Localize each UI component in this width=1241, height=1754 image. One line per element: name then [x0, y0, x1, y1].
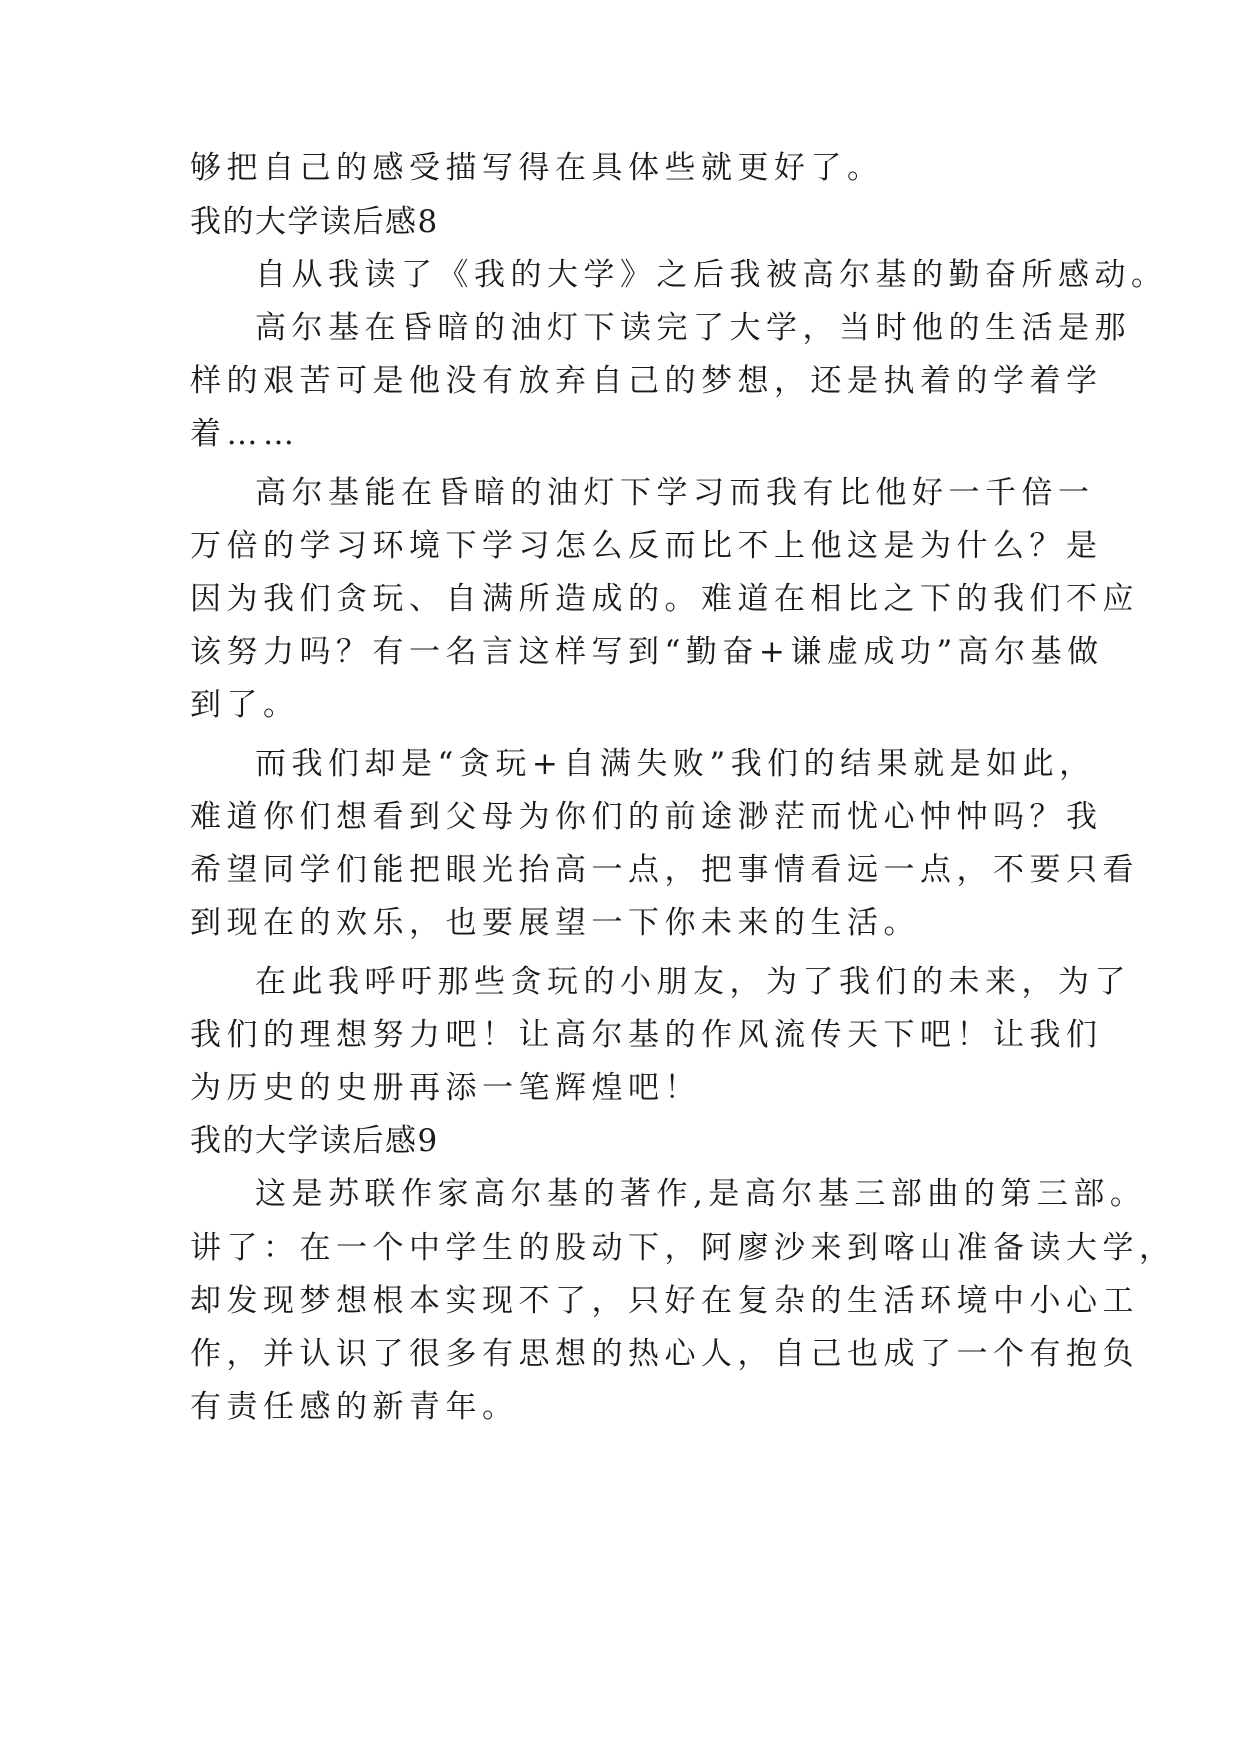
- paragraph-line: 这是苏联作家高尔基的著作,是高尔基三部曲的第三部。: [255, 1176, 1147, 1212]
- paragraph-line: 到了。: [190, 687, 300, 723]
- paragraph-line: 难道你们想看到父母为你们的前途渺茫而忧心忡忡吗？我: [190, 799, 1103, 835]
- paragraph-line: 万倍的学习环境下学习怎么反而比不上他这是为什么？是: [190, 528, 1103, 564]
- paragraph-line: 样的艰苦可是他没有放弃自己的梦想，还是执着的学着学: [190, 363, 1103, 399]
- paragraph-line: 够把自己的感受描写得在具体些就更好了。: [190, 150, 884, 186]
- paragraph-line: 高尔基在昏暗的油灯下读完了大学，当时他的生活是那: [255, 310, 1131, 346]
- paragraph-line: 讲了：在一个中学生的股动下，阿廖沙来到喀山准备读大学，: [190, 1230, 1176, 1266]
- paragraph-line: 在此我呼吁那些贪玩的小朋友，为了我们的未来，为了: [255, 964, 1131, 1000]
- paragraph-line: 为历史的史册再添一笔辉煌吧！: [190, 1070, 701, 1106]
- paragraph-line: 作，并认识了很多有思想的热心人，自己也成了一个有抱负: [190, 1336, 1139, 1372]
- section-heading: 我的大学读后感8: [190, 204, 439, 240]
- paragraph-line: 着……: [190, 416, 300, 452]
- paragraph-line: 有责任感的新青年。: [190, 1389, 519, 1425]
- paragraph-line: 到现在的欢乐，也要展望一下你未来的生活。: [190, 905, 920, 941]
- paragraph-line: 我们的理想努力吧！让高尔基的作风流传天下吧！让我们: [190, 1017, 1103, 1053]
- paragraph-line: 自从我读了《我的大学》之后我被高尔基的勤奋所感动。: [255, 257, 1168, 293]
- section-heading: 我的大学读后感9: [190, 1123, 439, 1159]
- paragraph-line: 因为我们贪玩、自满所造成的。难道在相比之下的我们不应: [190, 581, 1139, 617]
- paragraph-line: 却发现梦想根本实现不了，只好在复杂的生活环境中小心工: [190, 1283, 1139, 1319]
- paragraph-line: 该努力吗？有一名言这样写到“勤奋+谦虚成功”高尔基做: [190, 634, 1104, 670]
- paragraph-line: 高尔基能在昏暗的油灯下学习而我有比他好一千倍一: [255, 475, 1095, 511]
- paragraph-line: 希望同学们能把眼光抬高一点，把事情看远一点，不要只看: [190, 852, 1139, 888]
- paragraph-line: 而我们却是“贪玩+自满失败”我们的结果就是如此，: [255, 746, 1096, 782]
